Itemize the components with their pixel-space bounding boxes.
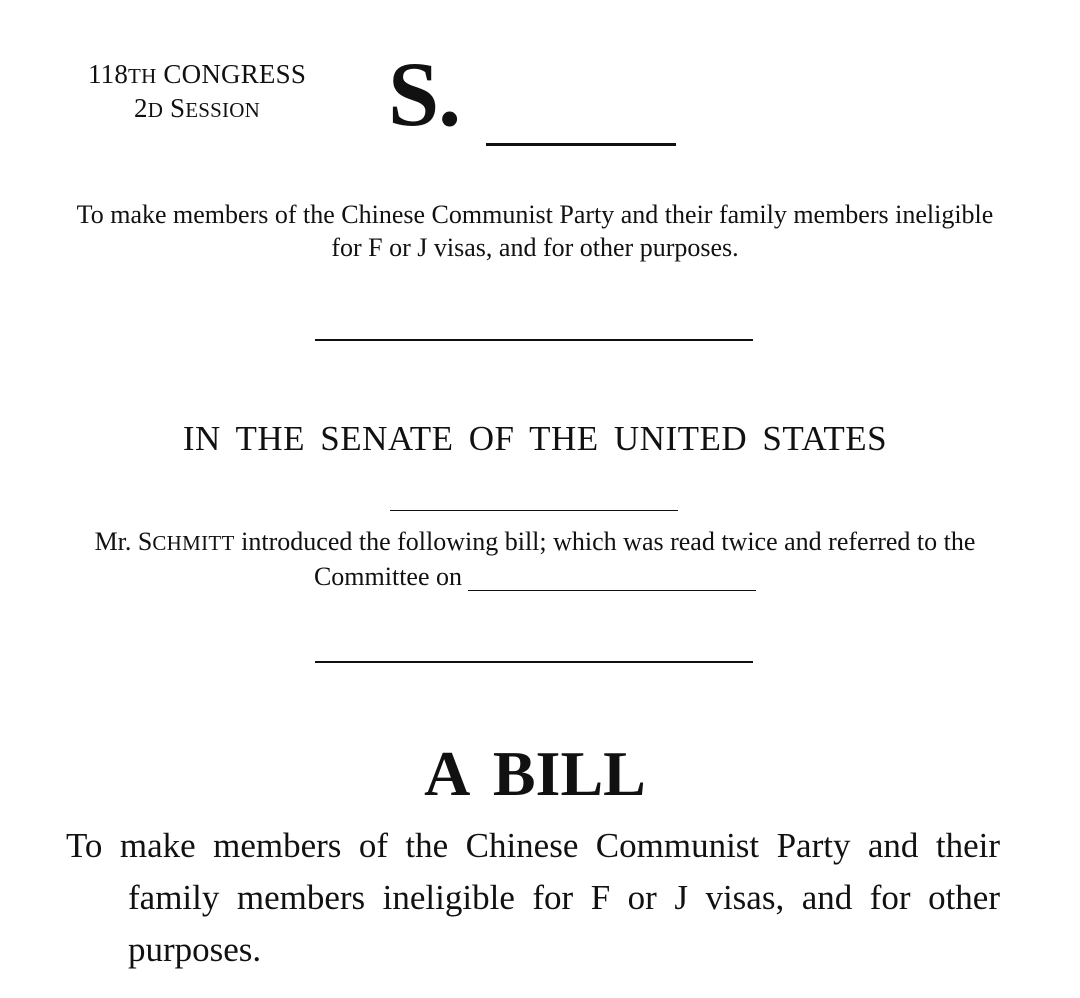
divider-rule xyxy=(315,661,753,663)
session-suffix: D xyxy=(147,98,164,122)
introduction-text: introduced the following bill; which was read twice and referred to the Committee on xyxy=(241,527,976,591)
congress-suffix: TH xyxy=(128,64,157,88)
committee-blank xyxy=(468,590,756,591)
sponsor-rest: CHMITT xyxy=(152,531,235,555)
session-initial: S xyxy=(170,93,186,123)
congress-session-block xyxy=(62,58,332,126)
divider-rule xyxy=(315,339,753,341)
bill-number-blank xyxy=(486,143,676,146)
bill-heading: A BILL xyxy=(424,738,646,809)
sponsor-prefix: Mr. xyxy=(94,527,132,556)
long-title: To make members of the Chinese Communist Party and their family members ineligible for F or J visas, and for other purposes. xyxy=(66,826,1000,969)
congress-word: CONGRESS xyxy=(163,59,307,89)
congress-label xyxy=(62,58,332,92)
short-title: To make members of the Chinese Communist Party and their family members ineligible for F or J visas, and for other purposes. xyxy=(76,200,994,262)
congress-number: 118 xyxy=(87,59,129,89)
chamber-heading: IN THE SENATE OF THE UNITED STATES xyxy=(182,419,888,458)
sponsor-initial: S xyxy=(137,527,153,556)
bill-number-prefix: S. xyxy=(388,43,461,145)
session-number: 2 xyxy=(134,93,148,123)
session-rest: ESSION xyxy=(185,98,260,122)
divider-rule-short xyxy=(390,510,678,511)
introduction-statement xyxy=(60,525,1010,594)
sponsor-name xyxy=(138,527,235,556)
session-label xyxy=(62,92,332,126)
